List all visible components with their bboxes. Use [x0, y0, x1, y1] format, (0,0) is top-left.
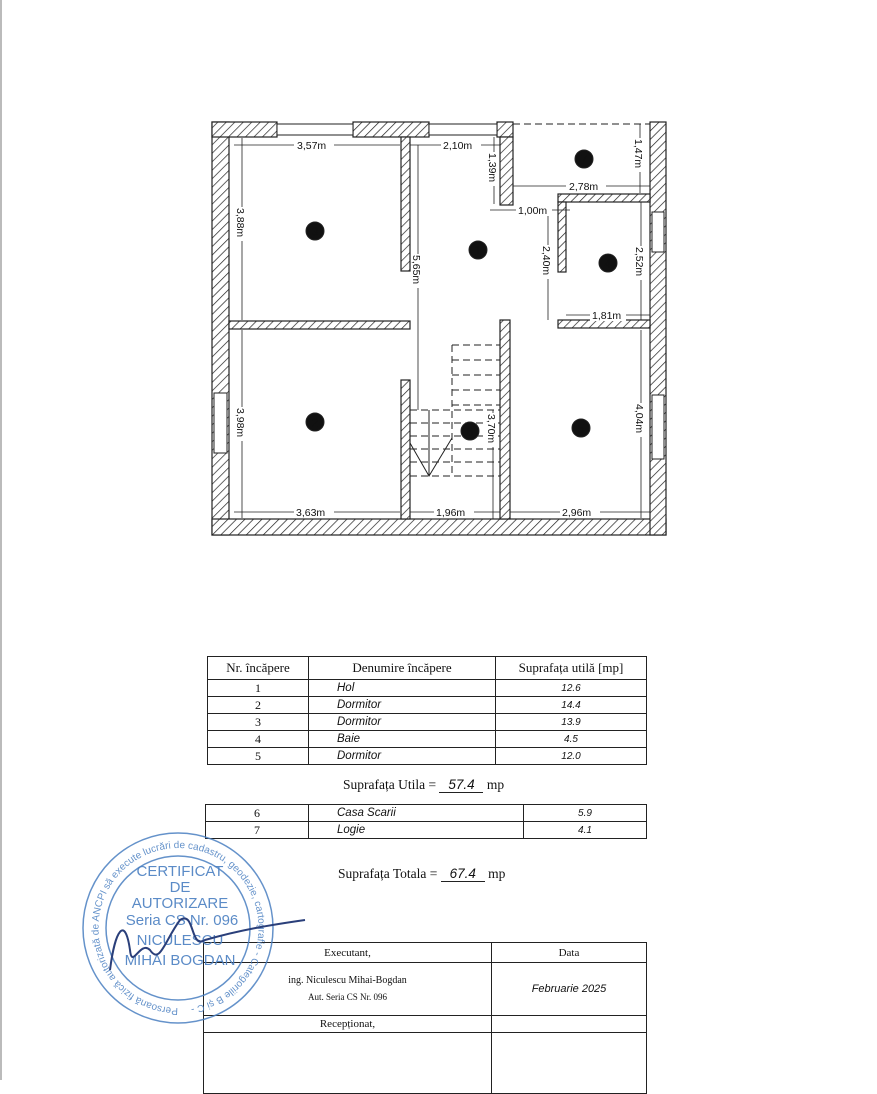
- cell-nr: 6: [206, 805, 309, 822]
- cell-name: Casa Scarii: [309, 805, 524, 822]
- dim-r7-width: 2,78m: [569, 181, 599, 193]
- cell-name: Dormitor: [309, 697, 496, 714]
- dim-r2-width: 3,63m: [296, 507, 326, 519]
- table-row: [208, 680, 647, 697]
- cell-name: Dormitor: [309, 714, 496, 731]
- stamp-line: NICULESCU: [136, 932, 224, 949]
- cell-nr: 3: [208, 714, 309, 731]
- cell-area: 12.6: [496, 680, 647, 697]
- cell-area: 13.9: [496, 714, 647, 731]
- useful-area: [343, 777, 504, 793]
- cell-name: Dormitor: [309, 748, 496, 765]
- table-row: [208, 697, 647, 714]
- cell-name: Logie: [309, 822, 524, 839]
- cell-name: Hol: [309, 680, 496, 697]
- date-value: Februarie 2025: [492, 963, 647, 1016]
- room-number-6: 6: [466, 424, 474, 439]
- cell-name: Baie: [309, 731, 496, 748]
- stamp-line: MIHAI BOGDAN: [124, 952, 236, 969]
- executant-name: ing. Niculescu Mihai-Bogdan: [288, 975, 407, 986]
- useful-area-label: Suprafața Utila =: [343, 777, 437, 792]
- rooms-table: [207, 656, 647, 765]
- dim-r4-height: 2,52m: [633, 247, 645, 277]
- stamp-ring-text: Persoană fizică autorizată de ANCPI să execute lucrări de cadastru, geodezie, cartografie - Categoriile B și C -: [90, 839, 267, 1017]
- stamp-line: Seria CS Nr. 096: [125, 912, 239, 929]
- dim-r2-height: 3,98m: [234, 408, 246, 438]
- dim-stair-height: 3,70m: [485, 414, 497, 444]
- table-row: [208, 731, 647, 748]
- room-number-2: 2: [311, 415, 319, 430]
- cell-area: 12.0: [496, 748, 647, 765]
- dim-r5-height: 4,04m: [633, 404, 645, 434]
- dim-r5-width: 2,96m: [562, 507, 592, 519]
- dim-r7-height: 1,47m: [632, 139, 644, 169]
- room-number-5: 5: [577, 421, 585, 436]
- cell-area: 5.9: [524, 805, 647, 822]
- dim-hall-top: 2,10m: [443, 140, 473, 152]
- cell-area: 14.4: [496, 697, 647, 714]
- header-name: Denumire încăpere: [309, 657, 496, 680]
- received-empty-cell: [492, 1033, 647, 1094]
- total-area: [338, 866, 505, 882]
- dim-door: 1,00m: [518, 205, 548, 217]
- total-area-label: Suprafața Totala =: [338, 866, 438, 881]
- room-number-1: 1: [474, 243, 482, 258]
- cell-nr: 2: [208, 697, 309, 714]
- header-nr: Nr. încăpere: [208, 657, 309, 680]
- received-signature-cell: [204, 1033, 492, 1094]
- dim-r4-left: 2,40m: [540, 246, 552, 276]
- cell-nr: 7: [206, 822, 309, 839]
- stairs: [410, 345, 500, 476]
- dim-stair-width: 1,96m: [436, 507, 466, 519]
- dim-r4-width: 1,81m: [592, 310, 622, 322]
- stamp-line: AUTORIZARE: [131, 895, 229, 912]
- room-number-7: 7: [580, 152, 588, 167]
- cell-nr: 1: [208, 680, 309, 697]
- stamp-line: DE: [169, 879, 191, 896]
- useful-area-unit: mp: [486, 777, 505, 792]
- executant-auth: Aut. Seria CS Nr. 096: [307, 992, 387, 1002]
- cell-area: 4.1: [524, 822, 647, 839]
- header-area: Suprafața utilă [mp]: [496, 657, 647, 680]
- dim-r3-height: 3,88m: [234, 208, 246, 238]
- table-row: [208, 748, 647, 765]
- useful-area-value: 57.4: [439, 777, 483, 793]
- cell-area: 4.5: [496, 731, 647, 748]
- total-area-value: 67.4: [441, 866, 485, 882]
- room-number-4: 4: [604, 256, 612, 271]
- dim-hall-height: 5,65m: [410, 255, 422, 285]
- executant-label: Executant,: [204, 943, 492, 963]
- total-area-unit: mp: [488, 866, 506, 881]
- cell-nr: 4: [208, 731, 309, 748]
- table-row: [206, 805, 647, 822]
- authorization-stamp: [70, 820, 310, 1040]
- cell-nr: 5: [208, 748, 309, 765]
- stair-arrow: [410, 410, 452, 476]
- stamp-line: CERTIFICAT: [136, 863, 224, 880]
- table-row: [208, 714, 647, 731]
- date-label: Data: [492, 943, 647, 963]
- dim-r3-width: 3,57m: [297, 140, 327, 152]
- received-label: Recepționat,: [204, 1016, 492, 1033]
- received-date-cell: [492, 1016, 647, 1033]
- dim-r7-depth: 1,39m: [486, 153, 498, 183]
- room-number-3: 3: [311, 224, 319, 239]
- windows: [214, 124, 664, 459]
